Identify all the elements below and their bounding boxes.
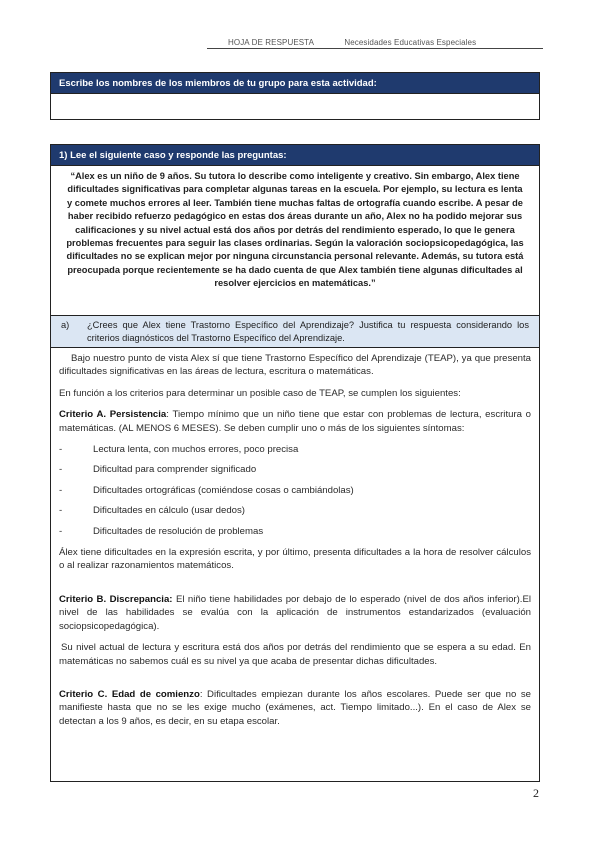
answer-area (51, 348, 539, 728)
list-dash: - (59, 464, 63, 476)
list-dash: - (59, 444, 63, 456)
question-text: ¿Crees que Alex tiene Trastorno Específico del Aprendizaje? Justifica tu respuesta considerando los criterios diagnósticos del Trastorno Específico del Aprendizaje. (87, 320, 529, 343)
header-left: HOJA DE RESPUESTA (228, 38, 315, 47)
question-label: a) (61, 320, 70, 330)
case-text: “Alex es un niño de 9 años. Su tutora lo describe como inteligente y creativo. Sin embargo, Alex tiene dificultades significativas para completar algunas tareas en la escuela. Por ejemplo, su lectura es lenta y comete muchos errores al leer. También tiene muchas faltas de ortografía cuando escribe. A pesar de haber recibido refuerzo pedagógico en estas dos áreas durante un año, Alex no ha podido mejorar sus calificaciones y su nivel actual está dos años por detrás del rendimiento esperado, lo que le genera problemas frecuentes para seguir las clases ordinarias. Según la valoración sociopsicopedagógica, las dificultades no se explican mejor por ninguna circunstancia personal relevante. Además, su tutora está preocupada porque recientemente se ha dado cuenta de que Alex también tiene algunas dificultades al resolver ejercicios en matemáticas.” (51, 166, 539, 316)
criterio-a-label: Criterio A. Persistencia (59, 409, 167, 421)
page-number: 2 (533, 786, 539, 800)
list-item (59, 525, 531, 538)
answer-paragraph-3: Álex tiene dificultades en la expresión escrita, y por último, presenta dificultades a la hora de resolver cálculos o al realizar razonamientos matemáticos. (59, 547, 531, 572)
header-right: Necesidades Educativas Especiales (344, 38, 477, 47)
list-item-text: Dificultad para comprender significado (93, 464, 257, 476)
criterio-b-text: El niño tiene habilidades por debajo de lo esperado (nivel de dos años inferior).El nivel de las habilidades se evalúa con la aplicación de instrumentos estandarizados (evaluación sociopsicopedagógica). (59, 593, 532, 632)
list-dash: - (59, 484, 63, 496)
list-item (59, 443, 531, 456)
answer-paragraph-2: En función a los criterios para determinar un posible caso de TEAP, se cumplen los siguientes: (59, 387, 461, 399)
list-item-text: Dificultades en cálculo (usar dedos) (93, 505, 245, 517)
criterio-b-label: Criterio B. Discrepancia: (59, 593, 173, 605)
case-section-title: 1) Lee el siguiente caso y responde las preguntas: (51, 145, 539, 166)
list-dash: - (59, 505, 63, 517)
list-item (59, 484, 531, 497)
list-item-text: Lectura lenta, con muchos errores, poco precisa (93, 444, 299, 456)
group-members-field[interactable] (51, 94, 539, 120)
list-item (59, 504, 531, 517)
criterio-c-text: : Dificultades empiezan durante los años escolares. Puede ser que no se manifieste hasta que no se les exige mucho (exámenes, act. Tiempo limitado...). En el caso de Alex se detectan a los 9 años, es decir, en su etapa escolar. (59, 688, 531, 727)
list-dash: - (59, 525, 63, 537)
question-a (51, 316, 539, 348)
group-members-box (50, 72, 540, 120)
criterio-b (59, 593, 531, 633)
group-members-title: Escribe los nombres de los miembros de tu grupo para esta actividad: (51, 73, 539, 94)
list-item-text: Dificultades de resolución de problemas (93, 525, 264, 537)
page-header (228, 38, 476, 47)
criterio-c (59, 688, 531, 728)
symptom-list (59, 443, 531, 538)
case-box (50, 144, 540, 782)
list-item-text: Dificultades ortográficas (comiéndose cosas o cambiándolas) (93, 484, 354, 496)
answer-paragraph-4: Su nivel actual de lectura y escritura está dos años por detrás del rendimiento que se espera a su edad. En matemáticas no sabemos cuál es su nivel ya que acaba de presentar dichas dificultades. (59, 642, 531, 667)
criterio-a (59, 408, 531, 435)
list-item (59, 463, 531, 476)
answer-paragraph-1: Bajo nuestro punto de vista Alex sí que tiene Trastorno Específico del Aprendizaje (TEAP), ya que presenta dificultades significativas en las áreas de lectura, escritura o matemáticas. (59, 353, 531, 378)
criterio-c-label: Criterio C. Edad de comienzo (59, 688, 200, 700)
header-divider (207, 48, 543, 49)
criterio-a-text: : Tiempo mínimo que un niño tiene que estar con problemas de lectura, escritura o matemáticas. (AL MENOS 6 MESES). Se deben cumplir uno o más de los siguientes síntomas: (59, 409, 532, 434)
